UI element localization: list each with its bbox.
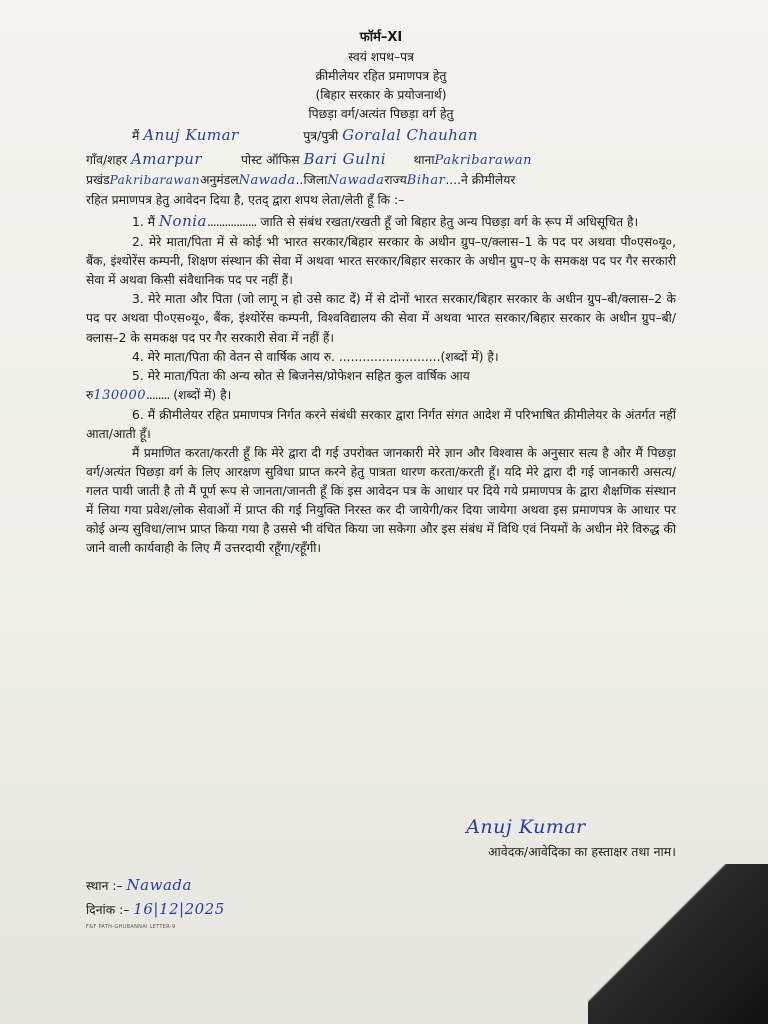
place-date-block — [86, 873, 225, 921]
district-value: Nawada — [327, 172, 385, 188]
form-number: फॉर्म–XI — [359, 30, 403, 45]
table-shadow — [588, 864, 768, 1024]
printer-footer: F&F PATH-GHUBANNAI LETTER-9 — [86, 924, 176, 930]
father-name: Goralal Chauhan — [342, 126, 479, 145]
address-row: गाँव/शहर Amarpur पोस्ट ऑफिस Bari Gulni थानाPakribarawan — [86, 148, 676, 171]
clause-5: 5. मेरे माता/पिता की अन्य स्रोत से बिजनेस/प्रोफेशन सहित कुल वार्षिक आय रु130000........ (शब्दों में) है। — [86, 368, 470, 403]
place-row: स्थान :– Nawada — [86, 876, 192, 894]
clause-6: 6. मैं क्रीमीलेयर रहित प्रमाणपत्र निर्गत करने संबंधी सरकार द्वारा निर्गत संगत आदेश में परिभाषित क्रीमीलेयर के अंतर्गत नहीं आता/आती हूँ। — [86, 407, 676, 441]
place-value: Nawada — [126, 876, 192, 894]
state-value: Bihar — [406, 172, 446, 188]
district-row: प्रखंडPakribarawanअनुमंडलNawada..जिलाNawadaराज्यBihar....ने क्रीमीलेयर — [86, 172, 516, 188]
doc-purpose: (बिहार सरकार के प्रयोजनार्थ) — [315, 88, 447, 103]
signature-label: आवेदक/आवेदिका का हस्ताक्षर तथा नाम। — [487, 844, 676, 860]
clause-2: 2. मेरे माता/पिता में से कोई भी भारत सरकार/बिहार सरकार के अधीन ग्रुप–ए/क्लास–1 के पद पर अथवा पी०एस०यू०, बैंक, इंश्योरेंस कम्पनी, शिक्षण संस्थान की सेवा में अथवा भारत सरकार/बिहार सरकार के अधीन ग्रुप–ए के समकक्ष पद पर गैर सरकारी सेवा में अथवा किसी संवैधानिक पद पर नहीं हैं। — [86, 235, 676, 288]
clause-1: 1. मैं Nonia................. जाति से संबंध रखता/रखती हूँ जो बिहार हेतु अन्य पिछड़ा वर्ग के रूप में अधिसूचित है। — [132, 212, 639, 231]
caste-value: Nonia — [158, 212, 207, 231]
declaration-text: मैं प्रमाणित करता/करती हूँ कि मेरे द्वारा दी गई उपरोक्त जानकारी मेरे ज्ञान और विश्वास के अनुसार सत्य है और मैं पिछड़ा वर्ग/अत्यंत पिछड़ा वर्ग के लिए आरक्षण सुविधा प्राप्त करने हेतु पात्रता धारण करता/करती हूँ। यदि मेरे द्वारा दी गई जानकारी असत्य/गलत पायी जाती है तो मैं पूर्ण रूप से जानता/जानती हूँ कि इस आवेदन पत्र के आधार पर दिये गये प्रमाणपत्र के द्वारा शैक्षणिक संस्थान में लिया गया प्रवेश/लोक सेवाओं में प्राप्त की गई नियुक्ति निरस्त कर दी जायेगी/कर दिया जायेगा अथवा इस प्रमाणपत्र के आधार पर कोई अन्य सुविधा/लाभ प्राप्त किया गया है उससे भी वंचित किया जा सकेगा और इस संबंध में विधि एवं नियमों के अधीन मेरे विरुद्ध की जाने वाली कार्यवाही के लिए मैं उत्तरदायी रहूँगा/रहूँगी। — [86, 445, 676, 556]
subdivision-value: Nawada — [238, 172, 296, 188]
clause-4: 4. मेरे माता/पिता की वेतन से वार्षिक आय रु. ..........................(शब्दों में) है। — [132, 349, 499, 364]
post-value: Bari Gulni — [303, 149, 387, 168]
block-value: Pakribarawan — [109, 172, 201, 187]
clause-3: 3. मेरे माता और पिता (जो लागू न हो उसे काट दें) में से दोनों भारत सरकार/बिहार सरकार के अधीन ग्रुप–बी/क्लास–2 के पद पर अथवा पी०एस०यू०, बैंक, इंश्योरेंस कम्पनी, विश्वविद्यालय की सेवा में अथवा भारत सरकार/बिहार सरकार के अधीन ग्रुप–बी/क्लास–2 के समकक्ष पद पर गैर सरकारी सेवा में नहीं हैं। — [86, 292, 676, 345]
name-row: मैं Anuj Kumar पुत्र/पुत्री Goralal Chauhan — [132, 124, 676, 147]
affidavit-document — [86, 28, 676, 930]
date-value: 16|12|2025 — [133, 900, 225, 918]
intro-text: रहित प्रमाणपत्र हेतु आवेदन दिया है, एतद् द्वारा शपथ लेता/लेती हूँ कि :– — [86, 192, 405, 207]
village-value: Amarpur — [130, 149, 203, 168]
income-value: 130000 — [93, 387, 146, 403]
doc-subtitle: क्रीमीलेयर रहित प्रमाणपत्र हेतु — [315, 69, 447, 84]
doc-category: पिछड़ा वर्ग/अत्यंत पिछड़ा वर्ग हेतु — [308, 107, 454, 122]
applicant-name: Anuj Kumar — [143, 126, 239, 145]
applicant-signature: Anuj Kumar — [466, 816, 586, 838]
doc-title: स्वयं शपथ–पत्र — [348, 50, 414, 65]
thana-value: Pakribarawan — [434, 152, 532, 168]
date-row: दिनांक :– 16|12|2025 — [86, 900, 225, 918]
signature-block — [406, 813, 676, 862]
